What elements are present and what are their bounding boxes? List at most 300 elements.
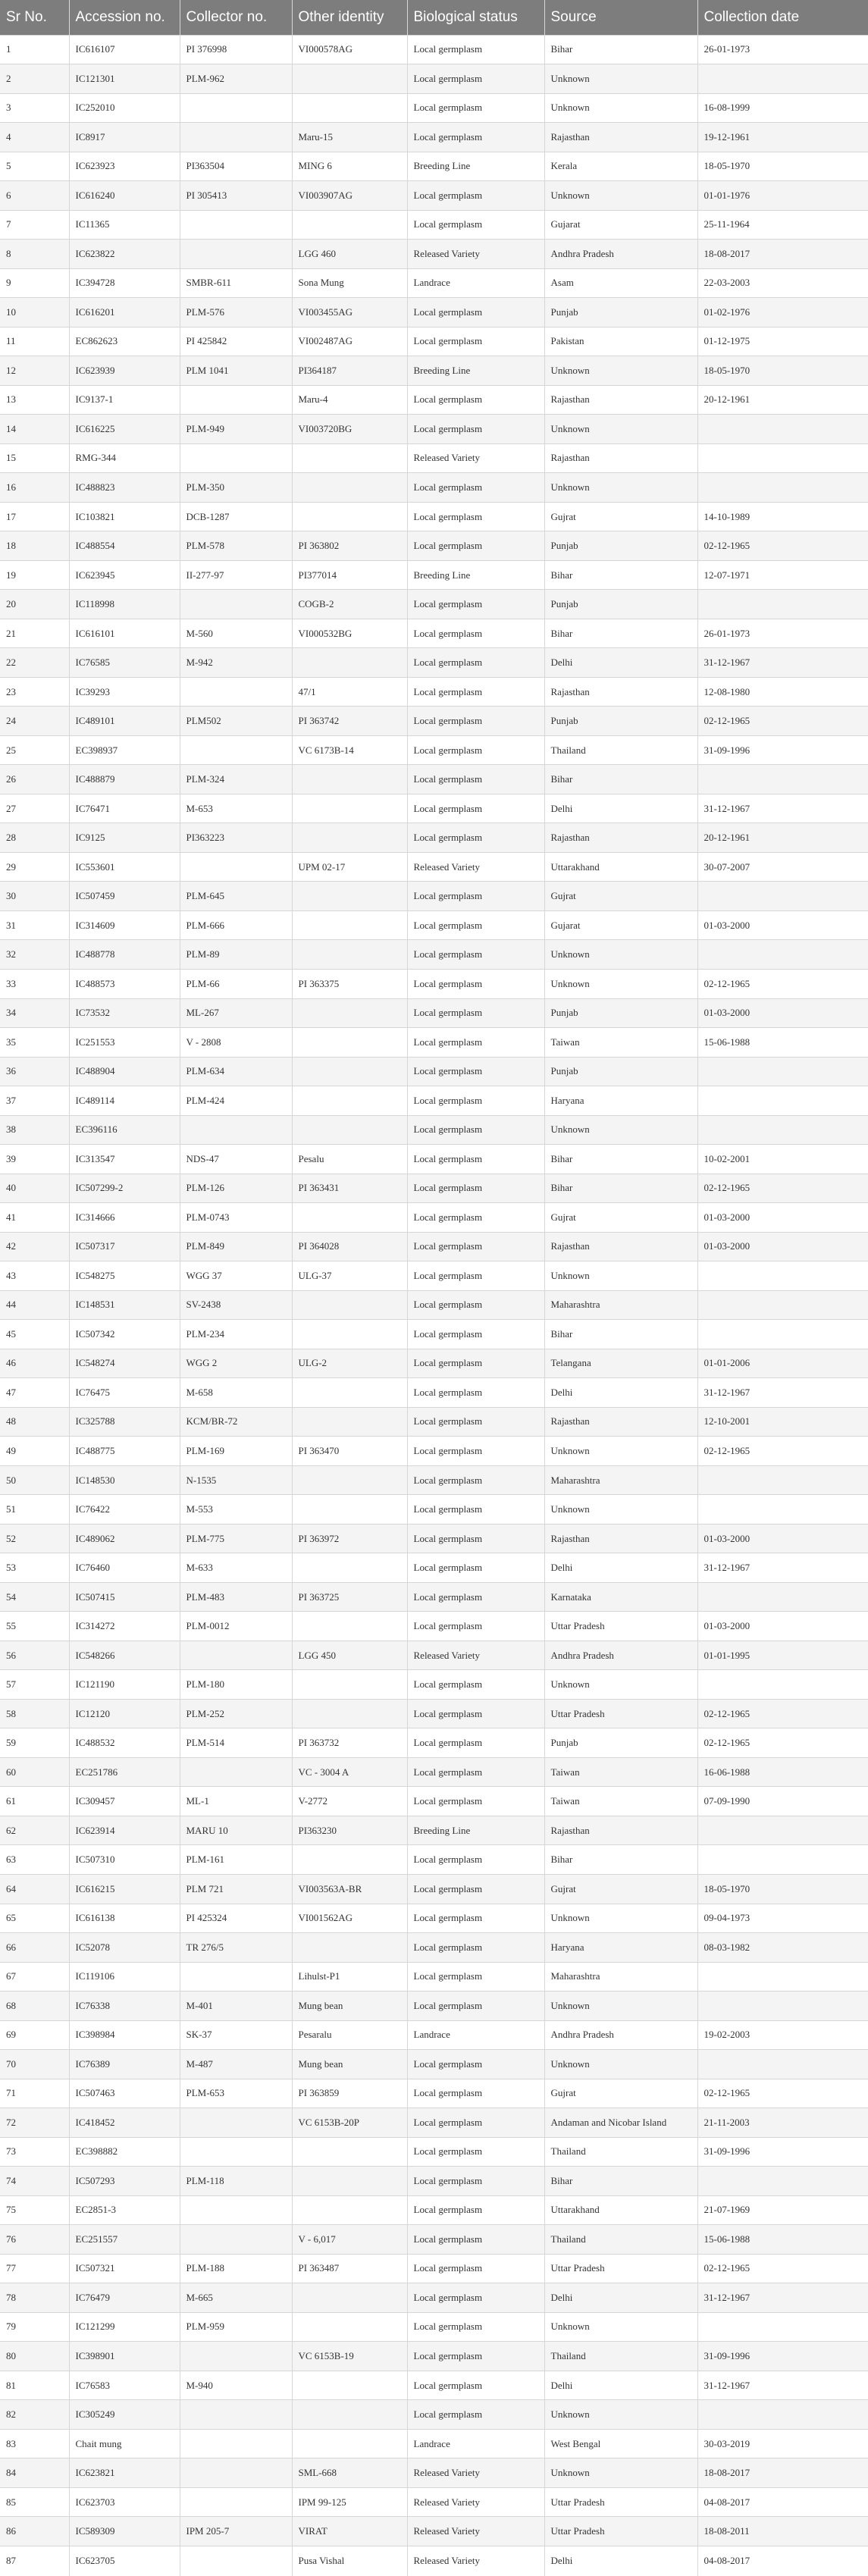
cell-accession-no: IC507459 — [69, 882, 180, 911]
cell-collection-date — [697, 1582, 868, 1612]
cell-collection-date: 12-07-1971 — [697, 560, 868, 590]
cell-collector-no — [180, 240, 292, 269]
cell-collection-date: 26-01-1973 — [697, 35, 868, 64]
cell-collector-no: PLM-645 — [180, 882, 292, 911]
cell-sr-no: 32 — [0, 940, 69, 970]
table-row — [0, 1349, 868, 1378]
cell-biological-status: Local germplasm — [407, 1407, 544, 1437]
cell-sr-no: 31 — [0, 910, 69, 940]
table-row — [0, 64, 868, 94]
cell-biological-status: Local germplasm — [407, 1261, 544, 1291]
cell-biological-status: Local germplasm — [407, 327, 544, 356]
cell-collector-no: M-658 — [180, 1378, 292, 1408]
cell-sr-no: 72 — [0, 2108, 69, 2138]
cell-source: Unknown — [544, 2458, 697, 2488]
cell-collection-date: 14-10-1989 — [697, 502, 868, 531]
cell-sr-no: 46 — [0, 1349, 69, 1378]
cell-accession-no: IC11365 — [69, 210, 180, 240]
cell-collection-date: 01-03-2000 — [697, 910, 868, 940]
cell-source: Thailand — [544, 2225, 697, 2255]
cell-other-identity: ULG-37 — [292, 1261, 407, 1291]
cell-source: Taiwan — [544, 1757, 697, 1787]
table-row — [0, 1524, 868, 1553]
cell-other-identity: ULG-2 — [292, 1349, 407, 1378]
table-row — [0, 1145, 868, 1174]
table-row — [0, 268, 868, 298]
cell-sr-no: 19 — [0, 560, 69, 590]
cell-collection-date — [697, 64, 868, 94]
cell-other-identity — [292, 1612, 407, 1641]
cell-sr-no: 84 — [0, 2458, 69, 2488]
table-row — [0, 1174, 868, 1203]
cell-sr-no: 44 — [0, 1290, 69, 1320]
cell-other-identity: VI000532BG — [292, 619, 407, 648]
table-row — [0, 882, 868, 911]
cell-sr-no: 63 — [0, 1845, 69, 1875]
table-row — [0, 1320, 868, 1349]
cell-accession-no: IC488778 — [69, 940, 180, 970]
cell-collector-no: KCM/BR-72 — [180, 1407, 292, 1437]
cell-other-identity — [292, 910, 407, 940]
cell-sr-no: 34 — [0, 998, 69, 1028]
cell-biological-status: Local germplasm — [407, 2195, 544, 2225]
cell-accession-no: IC398901 — [69, 2342, 180, 2371]
cell-accession-no: IC589309 — [69, 2517, 180, 2546]
cell-biological-status: Local germplasm — [407, 2342, 544, 2371]
cell-source: Rajasthan — [544, 1232, 697, 1261]
cell-collection-date: 21-07-1969 — [697, 2195, 868, 2225]
cell-sr-no: 16 — [0, 473, 69, 503]
cell-source: Rajasthan — [544, 1524, 697, 1553]
cell-accession-no: EC396116 — [69, 1115, 180, 1145]
cell-collector-no: II-277-97 — [180, 560, 292, 590]
cell-accession-no: EC2851-3 — [69, 2195, 180, 2225]
table-row — [0, 2283, 868, 2313]
cell-biological-status: Local germplasm — [407, 1757, 544, 1787]
cell-other-identity — [292, 1057, 407, 1086]
cell-sr-no: 77 — [0, 2254, 69, 2283]
cell-sr-no: 48 — [0, 1407, 69, 1437]
cell-biological-status: Local germplasm — [407, 1787, 544, 1816]
cell-source: Delhi — [544, 648, 697, 678]
cell-other-identity: VC 6153B-20P — [292, 2108, 407, 2138]
cell-source: Unknown — [544, 473, 697, 503]
cell-source: Unknown — [544, 1115, 697, 1145]
cell-source: Uttar Pradesh — [544, 2254, 697, 2283]
cell-biological-status: Released Variety — [407, 443, 544, 473]
cell-collection-date — [697, 1261, 868, 1291]
cell-collection-date — [697, 1465, 868, 1495]
cell-biological-status: Local germplasm — [407, 998, 544, 1028]
cell-biological-status: Local germplasm — [407, 1086, 544, 1116]
cell-other-identity: VI001562AG — [292, 1904, 407, 1933]
cell-collection-date — [697, 1670, 868, 1700]
cell-collector-no: DCB-1287 — [180, 502, 292, 531]
cell-source: Haryana — [544, 1086, 697, 1116]
cell-collection-date: 15-06-1988 — [697, 2225, 868, 2255]
cell-source: Bihar — [544, 765, 697, 794]
cell-accession-no: IC488879 — [69, 765, 180, 794]
cell-collector-no — [180, 677, 292, 707]
cell-collector-no: TR 276/5 — [180, 1933, 292, 1963]
cell-source: Rajasthan — [544, 823, 697, 853]
cell-biological-status: Local germplasm — [407, 415, 544, 444]
cell-collector-no: M-633 — [180, 1553, 292, 1583]
cell-collector-no: PLM-962 — [180, 64, 292, 94]
cell-accession-no: IC325788 — [69, 1407, 180, 1437]
cell-collection-date: 18-08-2011 — [697, 2517, 868, 2546]
cell-source: Bihar — [544, 35, 697, 64]
cell-other-identity: PI 363732 — [292, 1728, 407, 1758]
cell-collector-no: PI363223 — [180, 823, 292, 853]
cell-accession-no: IC9137-1 — [69, 385, 180, 415]
cell-sr-no: 52 — [0, 1524, 69, 1553]
cell-source: West Bengal — [544, 2429, 697, 2458]
cell-accession-no: IC488573 — [69, 970, 180, 999]
cell-accession-no: IC548274 — [69, 1349, 180, 1378]
cell-accession-no: EC251786 — [69, 1757, 180, 1787]
cell-sr-no: 85 — [0, 2487, 69, 2517]
cell-biological-status: Local germplasm — [407, 2312, 544, 2342]
cell-sr-no: 42 — [0, 1232, 69, 1261]
cell-other-identity: VI003455AG — [292, 298, 407, 327]
cell-sr-no: 18 — [0, 531, 69, 561]
cell-sr-no: 56 — [0, 1641, 69, 1670]
cell-sr-no: 65 — [0, 1904, 69, 1933]
cell-collector-no — [180, 2225, 292, 2255]
cell-accession-no: IC488532 — [69, 1728, 180, 1758]
cell-sr-no: 13 — [0, 385, 69, 415]
cell-accession-no: IC76389 — [69, 2050, 180, 2079]
cell-sr-no: 71 — [0, 2079, 69, 2108]
table-row — [0, 2458, 868, 2488]
cell-collector-no: PLM502 — [180, 707, 292, 736]
table-row — [0, 240, 868, 269]
cell-sr-no: 36 — [0, 1057, 69, 1086]
cell-collection-date — [697, 1495, 868, 1525]
cell-accession-no: IC121301 — [69, 64, 180, 94]
cell-sr-no: 86 — [0, 2517, 69, 2546]
cell-source: Punjab — [544, 1728, 697, 1758]
cell-biological-status: Local germplasm — [407, 1378, 544, 1408]
column-header-source: Source — [544, 0, 697, 35]
cell-other-identity: Pesaralu — [292, 2020, 407, 2050]
cell-collector-no: PLM-666 — [180, 910, 292, 940]
cell-biological-status: Landrace — [407, 268, 544, 298]
table-row — [0, 707, 868, 736]
cell-sr-no: 15 — [0, 443, 69, 473]
cell-source: Uttar Pradesh — [544, 2517, 697, 2546]
cell-other-identity — [292, 1699, 407, 1728]
cell-source: Gujrat — [544, 1874, 697, 1904]
cell-collection-date: 31-12-1967 — [697, 2371, 868, 2400]
cell-other-identity — [292, 502, 407, 531]
cell-sr-no: 29 — [0, 852, 69, 882]
cell-biological-status: Released Variety — [407, 852, 544, 882]
cell-source: Uttarakhand — [544, 2195, 697, 2225]
cell-other-identity — [292, 1320, 407, 1349]
cell-other-identity: Mung bean — [292, 1992, 407, 2021]
cell-biological-status: Local germplasm — [407, 1203, 544, 1233]
cell-collection-date: 31-09-1996 — [697, 2137, 868, 2167]
cell-other-identity — [292, 1407, 407, 1437]
cell-source: Maharashtra — [544, 1465, 697, 1495]
table-row — [0, 1992, 868, 2021]
cell-other-identity: PI 364028 — [292, 1232, 407, 1261]
cell-other-identity — [292, 940, 407, 970]
cell-sr-no: 3 — [0, 93, 69, 123]
cell-other-identity: VI002487AG — [292, 327, 407, 356]
cell-other-identity: VI003907AG — [292, 181, 407, 211]
cell-sr-no: 39 — [0, 1145, 69, 1174]
table-row — [0, 385, 868, 415]
table-row — [0, 2020, 868, 2050]
cell-accession-no: IC52078 — [69, 1933, 180, 1963]
table-row — [0, 1612, 868, 1641]
table-row — [0, 35, 868, 64]
cell-sr-no: 68 — [0, 1992, 69, 2021]
cell-biological-status: Local germplasm — [407, 210, 544, 240]
cell-collection-date: 31-12-1967 — [697, 2283, 868, 2313]
cell-collector-no — [180, 1115, 292, 1145]
table-row — [0, 2137, 868, 2167]
cell-collector-no: M-940 — [180, 2371, 292, 2400]
cell-collector-no: PLM-653 — [180, 2079, 292, 2108]
table-row — [0, 2429, 868, 2458]
cell-collection-date: 21-11-2003 — [697, 2108, 868, 2138]
cell-source: Unknown — [544, 2312, 697, 2342]
cell-collection-date: 09-04-1973 — [697, 1904, 868, 1933]
cell-collector-no: PLM-89 — [180, 940, 292, 970]
cell-biological-status: Local germplasm — [407, 1845, 544, 1875]
cell-sr-no: 54 — [0, 1582, 69, 1612]
table-row — [0, 2342, 868, 2371]
cell-source: Unknown — [544, 415, 697, 444]
cell-source: Rajasthan — [544, 123, 697, 152]
cell-sr-no: 87 — [0, 2546, 69, 2576]
cell-source: Unknown — [544, 93, 697, 123]
cell-collector-no: PI 305413 — [180, 181, 292, 211]
cell-sr-no: 64 — [0, 1874, 69, 1904]
cell-sr-no: 9 — [0, 268, 69, 298]
cell-source: Unknown — [544, 2400, 697, 2430]
cell-accession-no: IC76422 — [69, 1495, 180, 1525]
cell-other-identity: PI 363375 — [292, 970, 407, 999]
cell-biological-status: Local germplasm — [407, 882, 544, 911]
cell-accession-no: IC616201 — [69, 298, 180, 327]
table-row — [0, 298, 868, 327]
cell-collection-date: 02-12-1965 — [697, 1699, 868, 1728]
cell-collection-date: 08-03-1982 — [697, 1933, 868, 1963]
cell-collector-no — [180, 123, 292, 152]
column-header-other-identity: Other identity — [292, 0, 407, 35]
cell-other-identity — [292, 2167, 407, 2196]
cell-other-identity: Sona Mung — [292, 268, 407, 298]
cell-sr-no: 23 — [0, 677, 69, 707]
cell-collection-date — [697, 1962, 868, 1992]
cell-source: Bihar — [544, 2167, 697, 2196]
table-row — [0, 677, 868, 707]
cell-collection-date — [697, 2050, 868, 2079]
cell-collection-date: 31-09-1996 — [697, 2342, 868, 2371]
cell-source: Bihar — [544, 560, 697, 590]
cell-source: Delhi — [544, 1378, 697, 1408]
cell-source: Andaman and Nicobar Island — [544, 2108, 697, 2138]
cell-collector-no: PLM-350 — [180, 473, 292, 503]
cell-accession-no: IC309457 — [69, 1787, 180, 1816]
cell-source: Thailand — [544, 2342, 697, 2371]
table-row — [0, 2312, 868, 2342]
cell-source: Bihar — [544, 1145, 697, 1174]
cell-other-identity: PI 363972 — [292, 1524, 407, 1553]
cell-collection-date: 01-01-1995 — [697, 1641, 868, 1670]
cell-accession-no: IC553601 — [69, 852, 180, 882]
table-row — [0, 2167, 868, 2196]
cell-accession-no: RMG-344 — [69, 443, 180, 473]
cell-sr-no: 67 — [0, 1962, 69, 1992]
cell-accession-no: IC489114 — [69, 1086, 180, 1116]
cell-accession-no: IC314666 — [69, 1203, 180, 1233]
cell-collector-no: PLM-849 — [180, 1232, 292, 1261]
cell-collector-no — [180, 2108, 292, 2138]
cell-other-identity: COGB-2 — [292, 590, 407, 619]
cell-collection-date — [697, 1057, 868, 1086]
cell-sr-no: 2 — [0, 64, 69, 94]
cell-collection-date: 01-01-1976 — [697, 181, 868, 211]
cell-accession-no: IC507317 — [69, 1232, 180, 1261]
cell-sr-no: 24 — [0, 707, 69, 736]
cell-other-identity — [292, 2283, 407, 2313]
cell-source: Maharashtra — [544, 1290, 697, 1320]
table-body — [0, 35, 868, 2576]
cell-accession-no: IC488823 — [69, 473, 180, 503]
cell-sr-no: 27 — [0, 794, 69, 823]
cell-source: Andhra Pradesh — [544, 1641, 697, 1670]
cell-accession-no: IC251553 — [69, 1028, 180, 1058]
cell-collector-no — [180, 2137, 292, 2167]
table-row — [0, 502, 868, 531]
cell-collector-no: PLM-252 — [180, 1699, 292, 1728]
cell-sr-no: 49 — [0, 1437, 69, 1466]
table-row — [0, 998, 868, 1028]
cell-biological-status: Local germplasm — [407, 2137, 544, 2167]
cell-sr-no: 37 — [0, 1086, 69, 1116]
cell-accession-no: IC8917 — [69, 123, 180, 152]
cell-biological-status: Local germplasm — [407, 1320, 544, 1349]
cell-other-identity: Maru-15 — [292, 123, 407, 152]
cell-collection-date: 02-12-1965 — [697, 2254, 868, 2283]
cell-sr-no: 57 — [0, 1670, 69, 1700]
cell-biological-status: Local germplasm — [407, 1553, 544, 1583]
table-row — [0, 1553, 868, 1583]
cell-source: Bihar — [544, 1320, 697, 1349]
table-row — [0, 2050, 868, 2079]
cell-other-identity — [292, 64, 407, 94]
cell-other-identity — [292, 1290, 407, 1320]
cell-collection-date — [697, 1816, 868, 1845]
cell-collection-date: 22-03-2003 — [697, 268, 868, 298]
table-row — [0, 1962, 868, 1992]
cell-accession-no: IC103821 — [69, 502, 180, 531]
cell-other-identity: V-2772 — [292, 1787, 407, 1816]
cell-biological-status: Local germplasm — [407, 181, 544, 211]
cell-other-identity: PI 363487 — [292, 2254, 407, 2283]
cell-biological-status: Local germplasm — [407, 93, 544, 123]
table-row — [0, 970, 868, 999]
cell-accession-no: Chait mung — [69, 2429, 180, 2458]
cell-accession-no: IC76338 — [69, 1992, 180, 2021]
cell-collection-date: 18-08-2017 — [697, 2458, 868, 2488]
cell-source: Maharashtra — [544, 1962, 697, 1992]
cell-accession-no: IC488554 — [69, 531, 180, 561]
cell-other-identity — [292, 882, 407, 911]
cell-collection-date — [697, 1320, 868, 1349]
cell-collection-date: 18-05-1970 — [697, 356, 868, 386]
cell-other-identity — [292, 794, 407, 823]
table-row — [0, 1787, 868, 1816]
table-row — [0, 1407, 868, 1437]
cell-other-identity — [292, 210, 407, 240]
table-row — [0, 210, 868, 240]
cell-collection-date: 01-03-2000 — [697, 998, 868, 1028]
cell-accession-no: IC148531 — [69, 1290, 180, 1320]
cell-sr-no: 28 — [0, 823, 69, 853]
cell-source: Uttarakhand — [544, 852, 697, 882]
cell-collector-no: PLM-234 — [180, 1320, 292, 1349]
cell-collection-date: 01-03-2000 — [697, 1203, 868, 1233]
cell-collector-no: PI363504 — [180, 152, 292, 181]
cell-biological-status: Local germplasm — [407, 940, 544, 970]
cell-source: Unknown — [544, 1261, 697, 1291]
table-row — [0, 443, 868, 473]
cell-other-identity: Lihulst-P1 — [292, 1962, 407, 1992]
cell-source: Unknown — [544, 1992, 697, 2021]
cell-biological-status: Landrace — [407, 2020, 544, 2050]
cell-accession-no: IC119106 — [69, 1962, 180, 1992]
cell-other-identity — [292, 823, 407, 853]
cell-collector-no: V - 2808 — [180, 1028, 292, 1058]
cell-source: Unknown — [544, 2050, 697, 2079]
table-row — [0, 2400, 868, 2430]
cell-sr-no: 66 — [0, 1933, 69, 1963]
cell-biological-status: Local germplasm — [407, 1115, 544, 1145]
cell-sr-no: 11 — [0, 327, 69, 356]
cell-source: Gujrat — [544, 882, 697, 911]
cell-source: Asam — [544, 268, 697, 298]
cell-biological-status: Local germplasm — [407, 1290, 544, 1320]
cell-accession-no: IC488775 — [69, 1437, 180, 1466]
cell-source: Uttar Pradesh — [544, 1699, 697, 1728]
cell-collection-date: 07-09-1990 — [697, 1787, 868, 1816]
cell-collection-date: 10-02-2001 — [697, 1145, 868, 1174]
cell-biological-status: Local germplasm — [407, 707, 544, 736]
cell-collector-no — [180, 443, 292, 473]
cell-source: Thailand — [544, 2137, 697, 2167]
cell-accession-no: IC507299-2 — [69, 1174, 180, 1203]
table-row — [0, 1203, 868, 1233]
cell-accession-no: IC489101 — [69, 707, 180, 736]
table-row — [0, 1582, 868, 1612]
table-row — [0, 473, 868, 503]
cell-biological-status: Local germplasm — [407, 1232, 544, 1261]
cell-collector-no: WGG 37 — [180, 1261, 292, 1291]
cell-biological-status: Landrace — [407, 2429, 544, 2458]
cell-sr-no: 5 — [0, 152, 69, 181]
table-row — [0, 1816, 868, 1845]
table-row — [0, 1699, 868, 1728]
cell-collector-no: PLM 721 — [180, 1874, 292, 1904]
cell-other-identity: VC - 3004 A — [292, 1757, 407, 1787]
